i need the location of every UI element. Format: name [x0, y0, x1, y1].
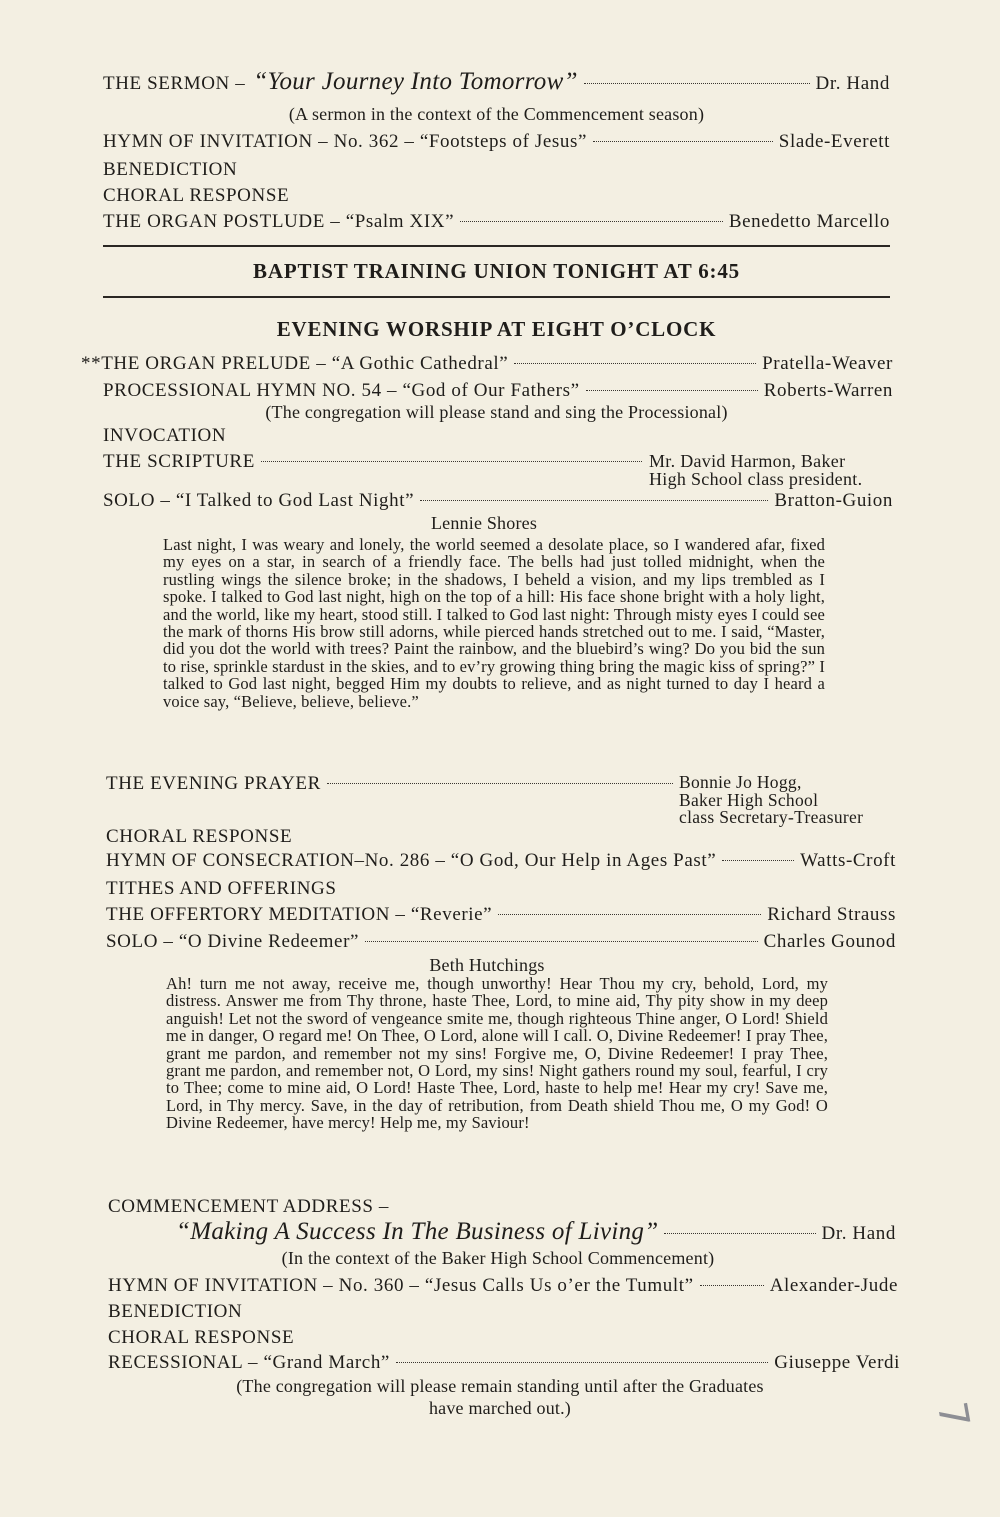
consecration-label: HYMN OF CONSECRATION–No. 286 – “O God, Our Help in Ages Past” [106, 850, 717, 871]
tithes-and-offerings: TITHES AND OFFERINGS [106, 878, 337, 899]
processional-note: (The congregation will please stand and sing the Processional) [265, 402, 728, 422]
prayer-label: THE EVENING PRAYER [106, 773, 321, 794]
dot-leader [586, 390, 758, 391]
solo-composer: Bratton-Guion [774, 490, 893, 511]
soloist-name: Beth Hutchings [429, 955, 545, 975]
sermon-label: THE SERMON – [103, 73, 246, 94]
recessional-note: have marched out.) [428, 1398, 572, 1418]
dot-leader [420, 500, 768, 501]
solo-label: SOLO – “I Talked to God Last Night” [103, 490, 415, 511]
solo-lyrics: Ah! turn me not away, receive me, though unworthy! Hear Thou my cry, behold, Lord, my distress. Answer me from Thy throne, haste Thee, Lord, to mine aid, Thy pity show in my deep anguish! Let not the sword of vengeance smite me, though righteous Thine anger, O Lord! Shield me in danger, O regard me! On Thee, O Lord, alone will I call. O, Divine Redeemer! I pray Thee, grant me pardon, and remember not my sins! Forgive me, O, Divine Redeemer! I pray Thee, grant me pardon, and remember not, O Lord, my sins! Night gathers round my soul, fearful, I cry to Thee; come to mine aid, O Lord! Haste Thee, Lord, haste to help me! Hear my cry! Save me, Lord, in Thy mercy. Save, in the day of retribution, from Death shield Thou me, O my God! O Divine Redeemer, have mercy! Help me, my Saviour! [166, 974, 828, 1133]
scripture-reader-line: Mr. David Harmon, Baker [649, 451, 846, 471]
sermon-title: “Your Journey Into Tomorrow” [253, 68, 578, 95]
solo-composer: Charles Gounod [763, 931, 896, 952]
organ-postlude-row [103, 211, 890, 233]
dot-leader [261, 461, 642, 462]
dot-leader [514, 363, 756, 364]
solo-label: SOLO – “O Divine Redeemer” [106, 931, 360, 952]
dot-leader [327, 783, 673, 784]
sermon-speaker: Dr. Hand [815, 73, 890, 94]
btu-announcement: BAPTIST TRAINING UNION TONIGHT AT 6:45 [253, 259, 740, 283]
prayer-leader-line: Baker High School [679, 789, 819, 810]
offertory-row [106, 904, 896, 926]
offertory-composer: Richard Strauss [767, 904, 896, 925]
hymn-of-consecration-row [106, 850, 896, 872]
postlude-label: THE ORGAN POSTLUDE – “Psalm XIX” [103, 211, 455, 232]
solo-lyrics: Last night, I was weary and lonely, the world seemed a desolate place, so I wandered afar, fixed my eyes on a star, in search of a friendly face. The bells had just tolled midnight, when the rustling wings the silence broke; in the shadows, I beheld a vision, and my lips trembled as I spoke. I talked to God last night, high on the top of a hill: His face shone bright with a holy light, and the world, like my heart, stood still. I talked to God last night: Through misty eyes I could see the mark of thorns His brow still adorns, while pierced hands stretched out to me. I said, “Master, did you dot the world with trees? Paint the rainbow, and the bluebird’s wing? Do you bid the sun to rise, sprinkle stardust in the skies, and to ev’ry growing thing bring the magic kiss of spring?” I talked to God last night, begged Him my doubts to relieve, and as night turned to day I heard a voice say, “Believe, believe, believe.” [163, 535, 825, 711]
dot-leader [593, 141, 773, 142]
consecration-composer: Watts-Croft [800, 850, 896, 871]
prayer-leader-line: class Secretary-Treasurer [679, 807, 864, 827]
address-speaker: Dr. Hand [821, 1223, 896, 1244]
scripture-row [103, 451, 648, 473]
sermon-note: (A sermon in the context of the Commencement season) [288, 104, 705, 124]
address-title: “Making A Success In The Business of Living” [176, 1218, 659, 1245]
hymn-invitation-label: HYMN OF INVITATION – No. 360 – “Jesus Calls Us o’er the Tumult” [108, 1275, 694, 1296]
dot-leader [460, 221, 723, 222]
soloist-name: Lennie Shores [430, 513, 538, 533]
processional-composer: Roberts-Warren [763, 380, 893, 401]
address-note: (In the context of the Baker High School Commencement) [281, 1248, 715, 1268]
dot-leader [365, 941, 758, 942]
evening-heading: EVENING WORSHIP AT EIGHT O’CLOCK [276, 317, 717, 341]
solo-row [103, 490, 893, 512]
recessional-note: (The congregation will please remain standing until after the Graduates [236, 1376, 764, 1396]
evening-prayer-row [106, 773, 679, 795]
commencement-address-label: COMMENCEMENT ADDRESS – [108, 1196, 389, 1217]
handwritten-page-mark: 7 [927, 1398, 978, 1432]
scripture-reader [649, 452, 862, 488]
recessional-composer: Giuseppe Verdi [774, 1352, 900, 1373]
benediction: BENEDICTION [103, 159, 238, 180]
benediction: BENEDICTION [108, 1301, 243, 1322]
prelude-composer: Pratella-Weaver [762, 353, 893, 374]
scripture-reader-line: High School class president. [649, 469, 863, 489]
prayer-leader [679, 774, 863, 827]
hymn-invitation-label: HYMN OF INVITATION – No. 362 – “Footsteps of Jesus” [103, 131, 587, 152]
prelude-label: **THE ORGAN PRELUDE – “A Gothic Cathedral” [81, 353, 509, 374]
offertory-label: THE OFFERTORY MEDITATION – “Reverie” [106, 904, 493, 925]
recessional-label: RECESSIONAL – “Grand March” [108, 1352, 390, 1373]
sermon-row [103, 68, 890, 96]
organ-prelude-row [81, 353, 893, 375]
invocation: INVOCATION [103, 425, 227, 446]
choral-response: CHORAL RESPONSE [103, 185, 290, 206]
processional-label: PROCESSIONAL HYMN NO. 54 – “God of Our Fathers” [103, 380, 580, 401]
dot-leader [664, 1233, 815, 1234]
hymn-of-invitation-row [108, 1275, 898, 1297]
solo-row [106, 931, 896, 953]
divider-rule [103, 296, 890, 298]
scripture-label: THE SCRIPTURE [103, 451, 255, 472]
postlude-composer: Benedetto Marcello [728, 211, 890, 232]
dot-leader [700, 1285, 764, 1286]
divider-rule [103, 245, 890, 247]
dot-leader [396, 1362, 768, 1363]
commencement-address-row [176, 1218, 896, 1246]
processional-row [103, 380, 893, 402]
hymn-invitation-composer: Alexander-Jude [769, 1275, 898, 1296]
dot-leader [584, 83, 810, 84]
choral-response: CHORAL RESPONSE [106, 826, 293, 847]
hymn-invitation-composer: Slade-Everett [778, 131, 890, 152]
dot-leader [722, 860, 794, 861]
hymn-of-invitation-row [103, 131, 890, 153]
recessional-row [108, 1352, 900, 1374]
choral-response: CHORAL RESPONSE [108, 1327, 295, 1348]
dot-leader [498, 914, 761, 915]
prayer-leader-line: Bonnie Jo Hogg, [679, 772, 802, 792]
